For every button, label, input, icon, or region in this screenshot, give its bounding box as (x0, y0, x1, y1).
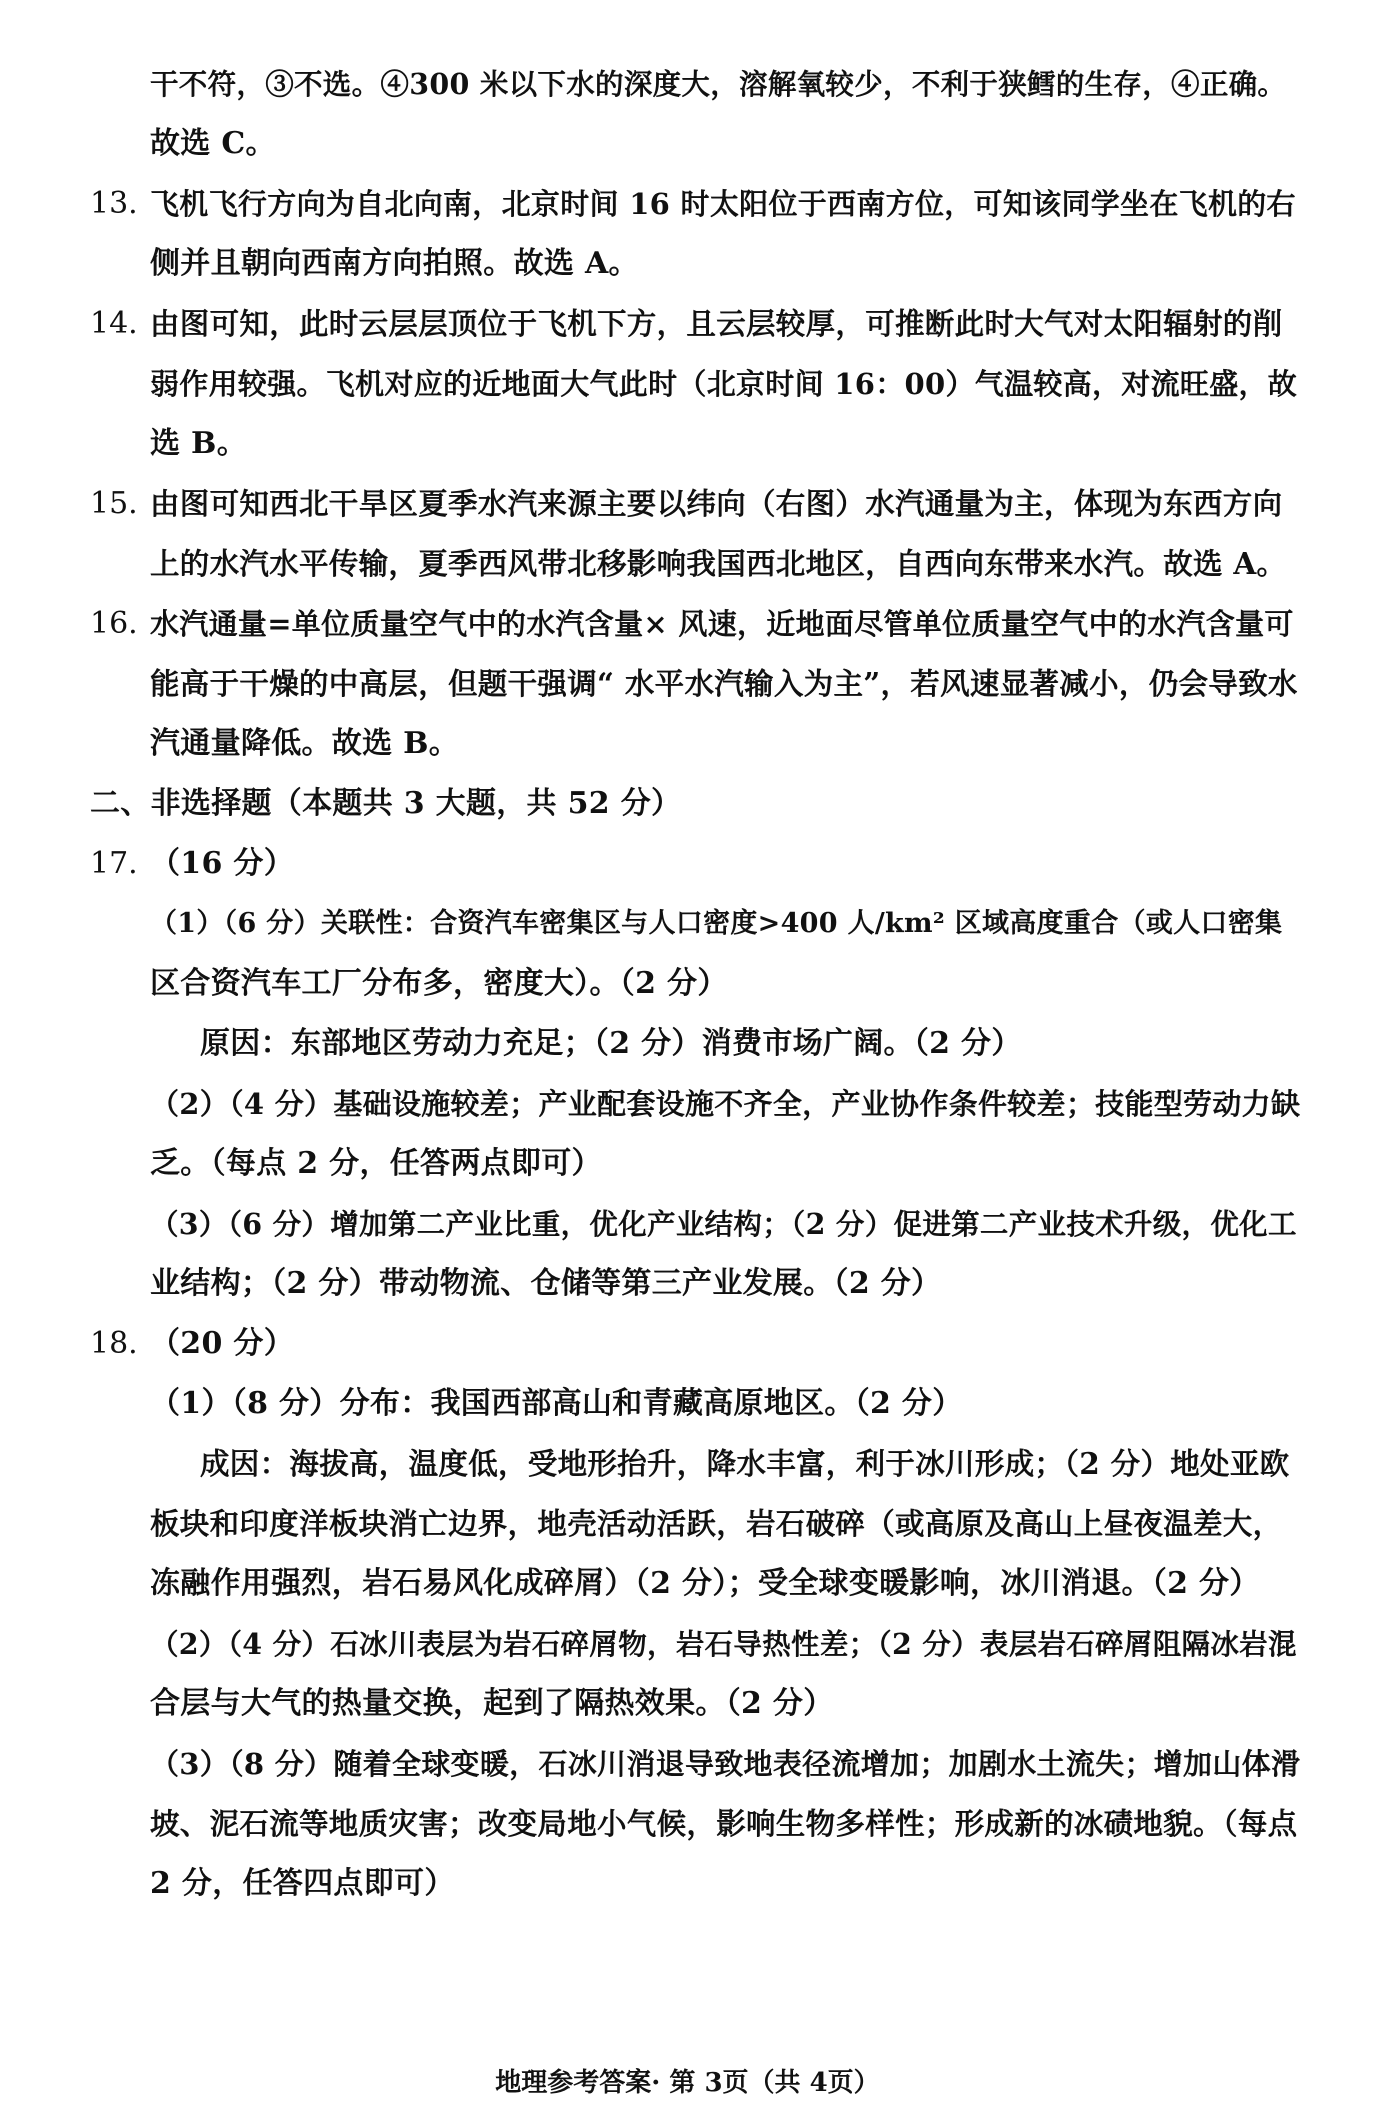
text-line: 飞机飞行方向为自北向南，北京时间 16 时太阳位于西南方位，可知该同学坐在飞机的右 (150, 187, 1296, 221)
text-line: （1）（6 分）关联性：合资汽车密集区与人口密度>400 人/km² 区域高度重合（或人口密集 (150, 908, 1283, 939)
question-number: 14. (90, 306, 138, 341)
question-number: 16. (90, 606, 138, 641)
section-heading: 二、非选择题（本题共 3 大题，共 52 分） (90, 786, 682, 821)
text-line: 原因：东部地区劳动力充足；（2 分）消费市场广阔。（2 分） (200, 1026, 1022, 1061)
text-line: （16 分） (150, 846, 294, 881)
text-line: 板块和印度洋板块消亡边界，地壳活动活跃，岩石破碎（或高原及高山上昼夜温差大， (150, 1506, 1283, 1541)
text-line: 故选 C。 (150, 126, 276, 161)
text-line: （1）（8 分）分布：我国西部高山和青藏高原地区。（2 分） (150, 1386, 963, 1421)
question-number: 17. (90, 846, 138, 881)
text-line: 水汽通量=单位质量空气中的水汽含量× 风速，近地面尽管单位质量空气中的水汽含量可 (150, 607, 1294, 641)
text-line: 乏。（每点 2 分，任答两点即可） (150, 1146, 602, 1181)
question-number: 18. (90, 1326, 138, 1361)
text-line: （3）（6 分）增加第二产业比重，优化产业结构；（2 分）促进第二产业技术升级，优化工 (150, 1207, 1297, 1241)
text-line: 汽通量降低。故选 B。 (150, 726, 460, 761)
text-line: 合层与大气的热量交换，起到了隔热效果。（2 分） (150, 1686, 834, 1721)
text-line: 业结构；（2 分）带动物流、仓储等第三产业发展。（2 分） (150, 1266, 942, 1301)
question-number: 13. (90, 186, 138, 221)
text-line: 区合资汽车工厂分布多，密度大）。（2 分） (150, 966, 728, 1001)
text-line: 冻融作用强烈，岩石易风化成碎屑）（2 分）；受全球变暖影响，冰川消退。（2 分） (150, 1566, 1260, 1601)
text-line: 弱作用较强。飞机对应的近地面大气此时（北京时间 16：00）气温较高，对流旺盛，故 (150, 367, 1298, 401)
text-line: 坡、泥石流等地质灾害；改变局地小气候，影响生物多样性；形成新的冰碛地貌。（每点 (150, 1806, 1298, 1841)
text-line: 2 分，任答四点即可） (150, 1866, 455, 1901)
text-line: 成因：海拔高，温度低，受地形抬升，降水丰富，利于冰川形成；（2 分）地处亚欧 (200, 1446, 1290, 1481)
text-line: 侧并且朝向西南方向拍照。故选 A。 (150, 246, 639, 281)
text-line: （2）（4 分）基础设施较差；产业配套设施不齐全，产业协作条件较差；技能型劳动力缺 (150, 1087, 1301, 1121)
text-line: （3）（8 分）随着全球变暖，石冰川消退导致地表径流增加；加剧水土流失；增加山体滑 (150, 1747, 1301, 1781)
text-line: 能高于干燥的中高层，但题干强调“ 水平水汽输入为主”，若风速显著减小，仍会导致水 (150, 666, 1298, 701)
page-footer: 地理参考答案· 第 3页（共 4页） (495, 2068, 880, 2098)
question-number: 15. (90, 486, 138, 521)
text-line: 由图可知西北干旱区夏季水汽来源主要以纬向（右图）水汽通量为主，体现为东西方向 (150, 486, 1283, 521)
text-line: 选 B。 (150, 426, 248, 461)
text-line: 干不符，③不选。④300 米以下水的深度大，溶解氧较少，不利于狭鳕的生存，④正确。 (150, 67, 1287, 101)
text-line: （20 分） (150, 1326, 294, 1361)
text-line: 上的水汽水平传输，夏季西风带北移影响我国西北地区，自西向东带来水汽。故选 A。 (150, 546, 1287, 581)
text-line: （2）（4 分）石冰川表层为岩石碎屑物，岩石导热性差；（2 分）表层岩石碎屑阻隔冰岩混 (150, 1627, 1297, 1661)
text-line: 由图可知，此时云层层顶位于飞机下方，且云层较厚，可推断此时大气对太阳辐射的削 (150, 306, 1283, 341)
